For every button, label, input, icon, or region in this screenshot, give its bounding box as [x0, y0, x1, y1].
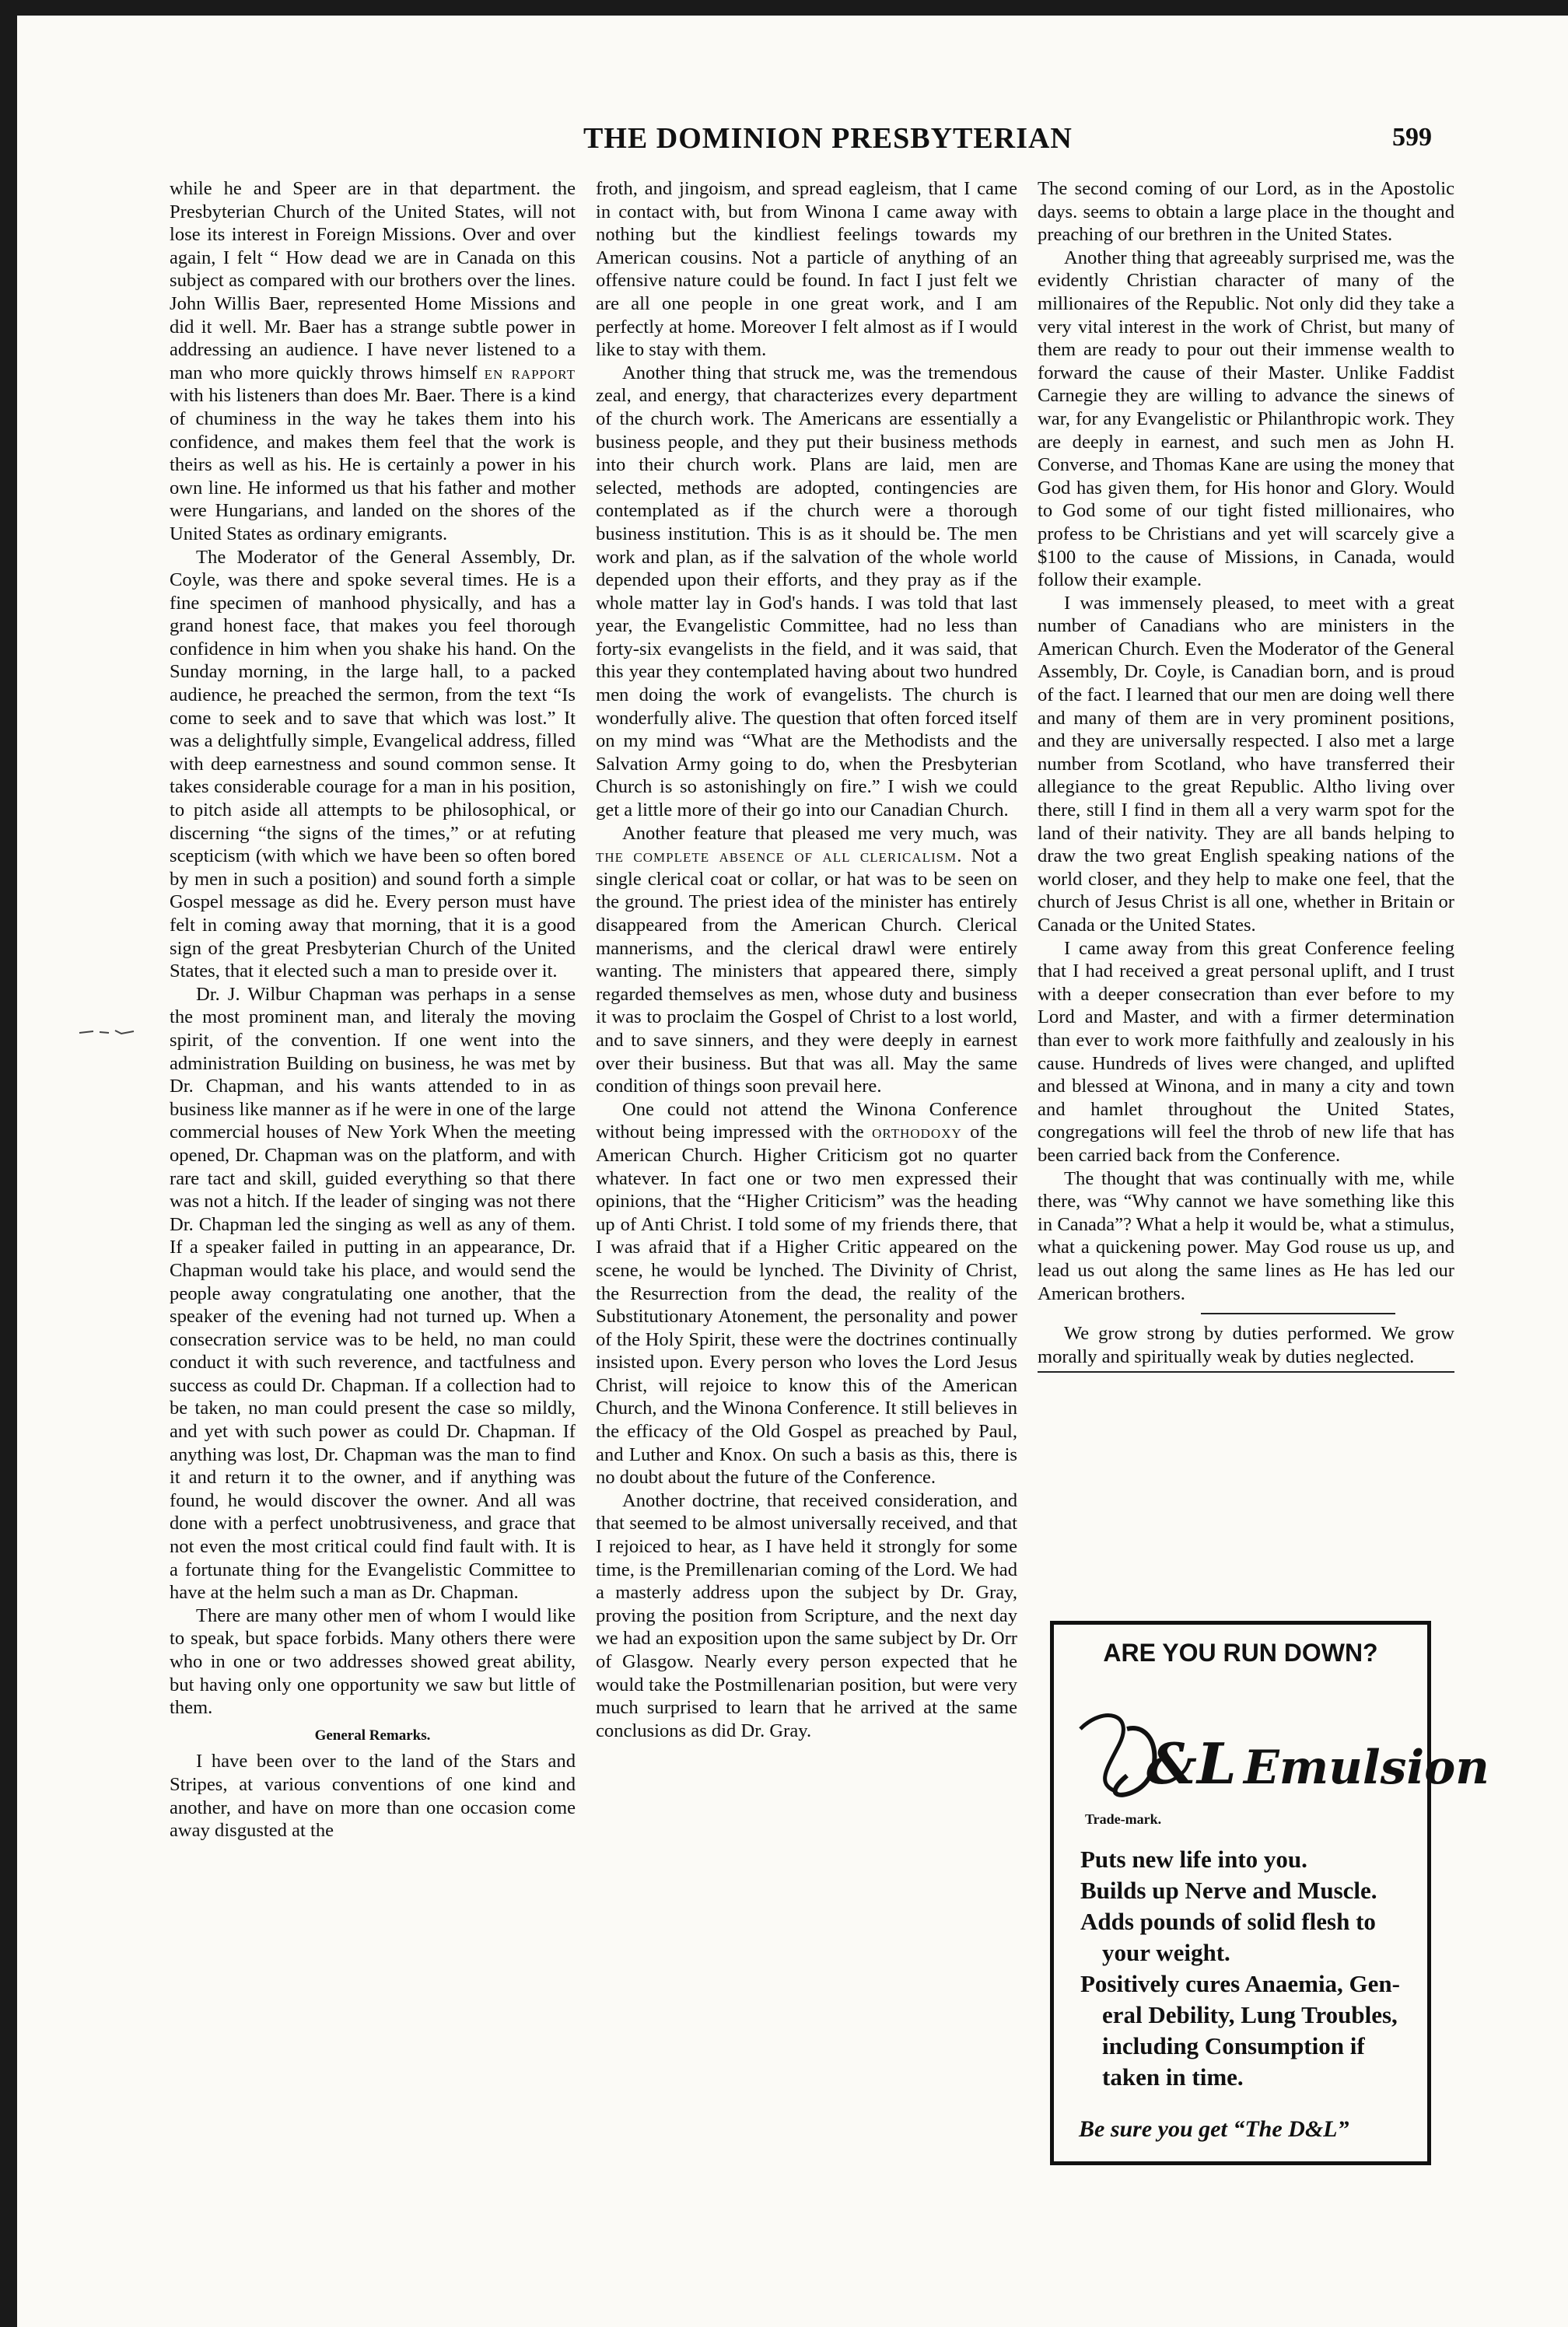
paragraph: Another thing that struck me, was the tremendous zeal, and energy, that characterizes every department of the church work. The Americans are essentially a business people, and they put their business methods into their church work. Plans are laid, men are selected, methods are adopted, contingencies are contemplated as if the church were a thorough business institution. This is as it should be. The men work and plan, as if the salvation of the whole world depended upon their efforts, and they pray as if the whole matter lay in God's hands. I was told that last year, the Evangelistic Committee, had no less than forty-six evangelists in the field, and it was said, that this year they contemplated having about two hundred men doing the work of evangelists. The church is wonderfully alive. The question that often forced itself on my mind was “What are the Methodists and the Salvation Army going to do, when the Presbyterian Church is so astonishingly on fire.” I wish we could get a little more of their go into our Canadian Church. — [596, 362, 1017, 821]
ad-claim: Positively cures Anaemia, Gen- — [1080, 1970, 1400, 1997]
small-caps-phrase: en rapport — [484, 362, 576, 383]
paragraph: The thought that was continually with me, while there, was “Why cannot we have something like this in Canada”? What a help it would be, what a stimulus, what a quickening power. May God rouse us up, and lead us out along the same lines as He has led our American brothers. — [1038, 1167, 1454, 1304]
ad-claim: taken in time. — [1102, 2063, 1244, 2091]
paragraph: The Moderator of the General Assembly, Dr. Coyle, was there and spoke several times. He is a fine specimen of manhood physically, and has a grand honest face, that makes you feel thorough confidence in him when you shake his hand. On the Sunday morning, in the large hall, to a packed audience, he preached the sermon, from the text “Is come to seek and to save that which was lost.” It was a delightfully simple, Evangelical address, filled with deep earnestness and sound common sense. It takes considerable courage for a man in his position, to pitch aside all attempts to be philosophical, or discerning “the signs of the times,” or at refuting scepticism (with which we have been so often bored by men in such a position) and sound forth a simple Gospel message as did he. Every person must have felt in coming away that morning, that it is a good sign of the great Presbyterian Church of the United States, that it elected such a man to preside over it. — [170, 546, 576, 982]
paragraph: I was immensely pleased, to meet with a great number of Canadians who are ministers in the American Church. Even the Moderator of the General Assembly, Dr. Coyle, is Canadian born, and is proud of the fact. I learned that our men are doing well there and many of them are in very prominent positions, and they are universally respected. I also met a large number from Scotland, who have transferred their allegiance to the great Republic. Altho living over there, still I find in them all a very warm spot for the land of their nativity. They are all bands helping to draw the two great English speaking nations of the world closer, and they help to make one feel, that the church of Jesus Christ is all one, whether in Britain or Canada or the United States. — [1038, 592, 1454, 936]
ad-headline: ARE YOU RUN DOWN? — [1103, 1639, 1378, 1667]
ad-claim: Puts new life into you. — [1080, 1846, 1307, 1873]
divider-rule — [1201, 1313, 1395, 1314]
scan-left-edge — [0, 0, 17, 2327]
page-number: 599 — [1392, 123, 1432, 152]
ad-claim: your weight. — [1102, 1939, 1230, 1966]
paragraph: Another thing that agreeably surprised me, was the evidently Christian character of many of the millionaires of the Republic. Not only did they take a very vital interest in the work of Christ, but many of them are ready to pour out their immense wealth to forward the cause of their Master. Unlike Faddist Carnegie they are willing to advance the sinews of war, for any Evangelistic or Philanthropic work. They are deeply in earnest, and such men as John H. Converse, and Thomas Kane are using the money that God has given them, for His honor and Glory. Would to God some of our tight fisted millionaires, who profess to be Christians and yet will scarcely give a $100 to the cause of Missions, in Canada, would follow their example. — [1038, 247, 1454, 591]
paragraph: Dr. J. Wilbur Chapman was perhaps in a sense the most prominent man, and literaly the moving spirit, of the convention. If one went into the administration Building on business, he was met by Dr. Chapman, and his wants attended to in as business like manner as if he were in one of the large commercial houses of New York When the meeting opened, Dr. Chapman was on the platform, and with rare tact and skill, guided everything so that there was not a hitch. If the leader of singing was not there Dr. Chapman led the singing as well as any of them. If a speaker failed in putting in an appearance, Dr. Chapman would take his place, and would send the people away congratulating one another, that the speaker of the evening had not turned up. When a consecration service was to be held, no man could conduct it with such reverence, and tactfulness and success as could Dr. Chapman. If a collection had to be taken, no man could present the case so mildly, and yet with such power as could Dr. Chapman. If anything was lost, Dr. Chapman was the man to find it and return it to the owner, and if anything was found, he would discover the owner. And all was done with a perfect unobtrusiveness, and grace that not even the most critical could find fault with. It is a fortunate thing for the Evangelistic Committee to have at the helm such a man as Dr. Chapman. — [170, 983, 576, 1604]
paragraph: I have been over to the land of the Stars and Stripes, at various conventions of one kind and another, and have on more than one occasion come away disgusted at the — [170, 1751, 576, 1842]
ad-claim: Adds pounds of solid flesh to — [1080, 1908, 1376, 1935]
paragraph — [596, 822, 1017, 1098]
paragraph-text: of the American Church. Higher Criticism got no quarter whatever. In fact one or two men expressed their opinions, that the “Higher Criticism” was the heading up of Anti Christ. I told some of my friends there, that I was afraid that if a Higher Critic appeared on the scene, he would be lynched. The Divinity of Christ, the Resurrection from the dead, the reality of the Substitutionary Atonement, the personality and power of the Holy Spirit, these were the doctrines continually insisted upon. Every person who loves the Lord Jesus Christ, will rejoice to know this of the American Church, and the Winona Conference. It still believes in the efficacy of the Old Gospel as preached by Paul, and Luther and Knox. On such a basis as this, there is no doubt about the future of the Conference. — [596, 1122, 1018, 1489]
margin-ink-mark — [78, 1028, 137, 1036]
paragraph-text: Not a single clerical coat or collar, or hat was to be seen on the ground. The priest idea of the minister has entirely disappeared from the American Church. Clerical mannerisms, and the clerical drawl were entirely wanting. The ministers that appeared there, simply regarded themselves as men, whose duty and business it was to proclaim the Gospel of Christ to a lost world, and to save sinners, and they were deeply in earnest over their business. But that was all. May the same condition of things soon prevail here. — [596, 845, 1017, 1097]
paragraph: There are many other men of whom I would like to speak, but space forbids. Many others there were who in one or two addresses showed great ability, but having only one opportunity we saw but little of them. — [170, 1604, 576, 1719]
small-caps-phrase: orthodoxy — [872, 1122, 962, 1143]
brand-script-logo — [1073, 1698, 1489, 1814]
paragraph: Another doctrine, that received consideration, and that seemed to be almost universally received, and that I rejoiced to hear, as I have held it strongly for some time, is the Premillenarian coming of the Lord. We had a masterly address upon the subject by Dr. Gray, proving the position from Scripture, and the next day we had an exposition upon the same subject by Dr. Orr of Glasgow. Nearly every person expected that he would take the Postmillenarian position, but were very much surprised to learn that he arrived at the same conclusions as did Dr. Gray. — [596, 1489, 1017, 1741]
paragraph-text: with his listeners than does Mr. Baer. There is a kind of chuminess in the way he takes them into his confidence, and makes them feel that the work is theirs as well as his. He is certainly a power in his own line. He informed us that his father and mother were Hungarians, and landed on the shores of the United States as ordinary emigrants. — [170, 385, 576, 544]
running-title: THE DOMINION PRESBYTERIAN — [583, 122, 1073, 155]
paragraph-text: while he and Speer are in that department. the Presbyterian Church of the United States, will not lose its interest in Foreign Missions. Over and over again, I felt “ How dead we are in Canada on this subject as compared with our brothers over the lines. John Willis Baer, represented Home Missions and did it well. Mr. Baer has a strange subtle power in addressing an audience. I have never listened to a man who more quickly throws himself — [170, 178, 576, 383]
paragraph-text: One could not attend the Winona Conference without being impressed with the — [596, 1098, 1017, 1143]
ad-claim: eral Debility, Lung Troubles, — [1102, 2001, 1398, 2028]
paragraph: froth, and jingoism, and spread eagleism, that I came in contact with, but from Winona I came away with nothing but the kindliest feelings towards my American cousins. Not a particle of anything of an offensive nature could be found. In fact I just felt we are all one people in one great work, and I am perfectly at home. Moreover I felt almost as if I would like to stay with them. — [596, 178, 1017, 361]
svg-text:Emulsion: Emulsion — [1244, 1741, 1489, 1795]
closing-quote: We grow strong by duties performed. We grow morally and spiritually weak by duties neglected. — [1038, 1323, 1454, 1367]
page-header — [163, 118, 1439, 165]
paragraph — [170, 177, 576, 546]
divider-rule — [1038, 1371, 1454, 1373]
svg-text:&L: &L — [1146, 1730, 1237, 1797]
paragraph-text: Another feature that pleased me very much, was — [622, 822, 1017, 844]
ad-footer: Be sure you get “The D&L” — [1079, 2116, 1349, 2142]
ad-claim: Builds up Nerve and Muscle. — [1080, 1877, 1377, 1904]
column-3 — [1038, 177, 1454, 1373]
ad-brand-logo — [1073, 1698, 1489, 1814]
ad-claims — [1080, 1844, 1415, 2093]
emulsion-advertisement — [1050, 1621, 1489, 2165]
ad-trademark: Trade-mark. — [1085, 1811, 1162, 1827]
paragraph — [596, 1098, 1017, 1489]
column-1 — [170, 177, 576, 1842]
scan-top-edge — [0, 0, 1568, 16]
small-caps-phrase: the complete absence of all clericalism. — [596, 845, 963, 867]
ad-claim: including Consumption if — [1102, 2032, 1365, 2059]
section-subheading: General Remarks. — [314, 1727, 431, 1744]
paragraph: The second coming of our Lord, as in the Apostolic days. seems to obtain a large place in the thought and preaching of our brethren in the United States. — [1038, 178, 1454, 246]
paragraph: I came away from this great Conference feeling that I had received a great personal uplift, and I trust with a deeper consecration than ever before to my Lord and Master, and with a firmer determination than ever to work more faithfully and zealously in his cause. Hundreds of lives were changed, and uplifted and blessed at Winona, and in many a city and town and hamlet throughout the United States, congregations will feel the throb of new life that has been carried back from the Conference. — [1038, 937, 1454, 1166]
column-2 — [596, 177, 1017, 1742]
